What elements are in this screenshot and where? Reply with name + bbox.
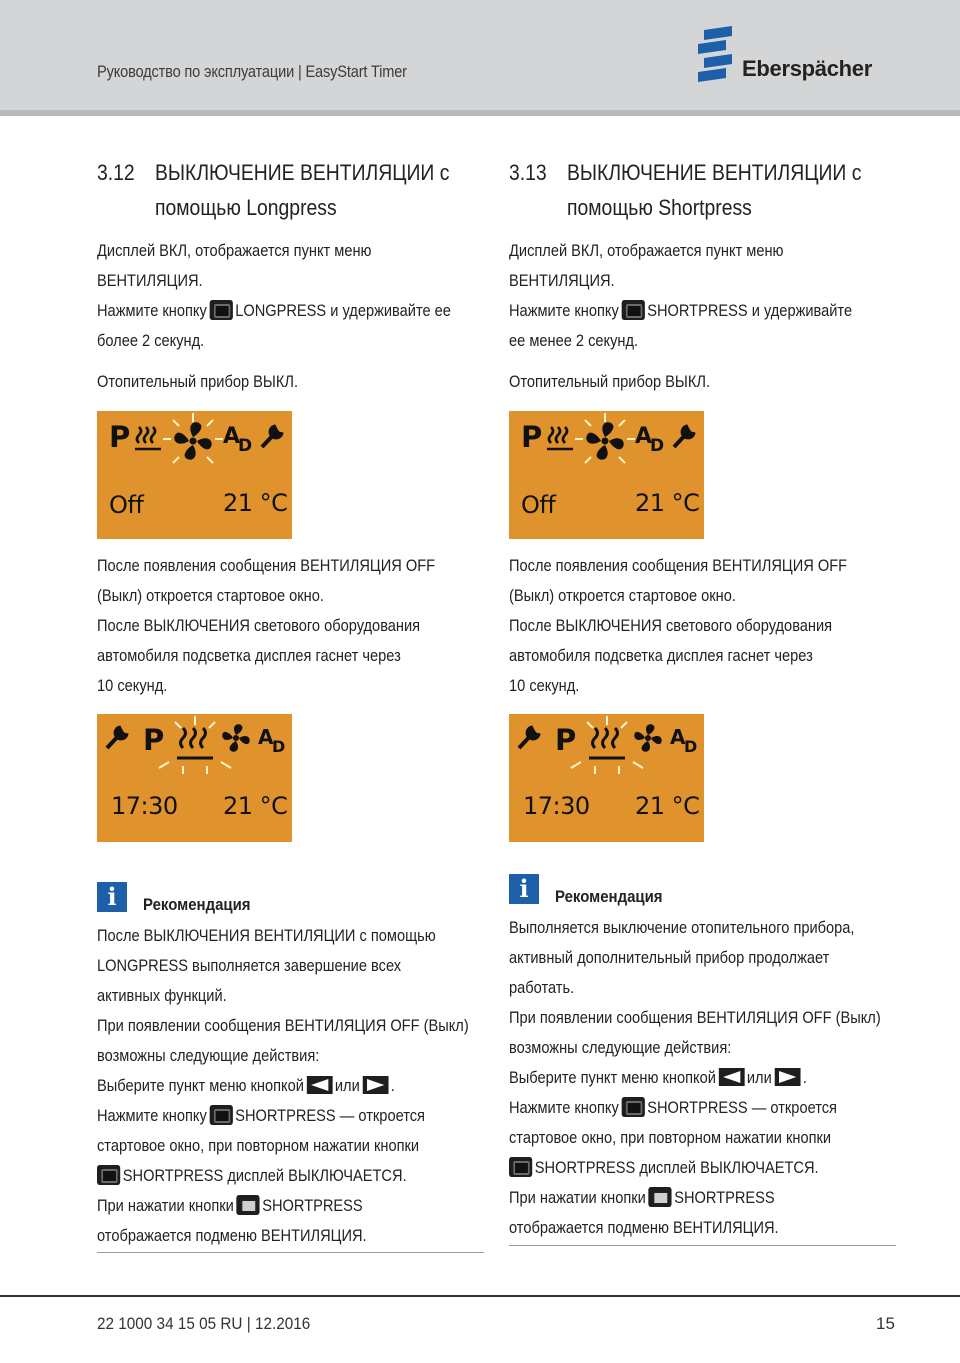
text-line: более 2 секунд. [97,331,205,350]
lcd-temperature: 21 °C [223,489,288,517]
ok-button-icon [509,1157,532,1177]
recommendation-paragraph: Выполняется выключение отопительного прибора, активный дополнительный прибор продолжает работать. При появлении сообщения ВЕНТИЛЯЦИЯ OFF (Выкл) возможны следующие действия: Выберите пункт меню кнопкой или . Нажмите кнопку SHORTPRESS — откроется стартовое окно, при повторном нажатии кнопки SHORTPRESS дисплей ВЫКЛЮЧАЕТСЯ. При нажатии кнопки SHORTPRESS отображается подменю ВЕНТИЛЯЦИЯ. [509,913,887,1243]
auto-icon: A [635,424,653,449]
heater-icon [589,728,625,758]
shortpress-instruction: Нажмите кнопку SHORTPRESS — откроется [509,1098,837,1117]
header-rule [0,110,960,116]
info-icon: i [97,882,127,912]
lcd-icon-row [509,714,704,842]
fan-icon [174,422,211,459]
parking-icon: P [555,723,577,757]
heater-off-text: Отопительный прибор ВЫКЛ. [509,372,711,391]
auto-sub-icon: D [238,436,253,456]
submenu-instruction: При нажатии кнопки SHORTPRESS [97,1196,363,1215]
heater-icon [135,427,161,449]
section-end-rule [97,1252,484,1253]
section-title: ВЫКЛЮЧЕНИЕ ВЕНТИЛЯЦИИ с помощью Longpress [155,160,450,220]
logo-wordmark: Eberspächer [742,56,872,81]
heater-blink-rays-icon [571,716,643,774]
auto-sub-icon: D [272,737,286,756]
heater-icon [547,427,573,449]
auto-icon: A [258,725,274,749]
lcd-display-start [97,714,292,842]
wrench-icon [262,425,283,447]
lcd-temperature: 21 °C [635,792,700,820]
lcd-icon-row [509,411,704,539]
ok-button-icon [209,300,232,320]
ok-button-icon [209,1105,232,1125]
select-instruction: Выберите пункт меню кнопкой или . [509,1068,807,1087]
menu-button-icon [648,1187,671,1207]
document-title: Руководство по эксплуатации | EasyStart Timer [97,62,407,81]
intro-paragraph [97,236,475,356]
menu-button-icon [236,1195,259,1215]
info-icon: i [509,874,539,904]
press-instruction: Нажмите кнопку SHORTPRESS и удерживайте [509,301,853,320]
left-arrow-button-icon [718,1068,744,1086]
fan-icon [222,724,249,751]
auto-icon: A [223,424,241,449]
text-line: Дисплей ВКЛ, отображается пункт меню [97,241,372,260]
shortpress-off-line: SHORTPRESS дисплей ВЫКЛЮЧАЕТСЯ. [97,1161,475,1191]
heater-icon [177,728,213,758]
parking-icon: P [521,420,543,454]
auto-icon: A [670,725,686,749]
right-arrow-button-icon [774,1068,800,1086]
fan-icon [586,422,623,459]
left-arrow-button-icon [306,1076,332,1094]
lcd-display-off [509,411,704,539]
lcd-status-off: Off [521,491,556,519]
right-arrow-button-icon [362,1076,388,1094]
ok-button-icon [621,1097,644,1117]
lcd-temperature: 21 °C [223,792,288,820]
document-id: 22 1000 34 15 05 RU | 12.2016 [97,1314,311,1333]
eberspaecher-logo [696,26,906,88]
submenu-instruction: При нажатии кнопки SHORTPRESS [509,1188,775,1207]
text-line: ВЕНТИЛЯЦИЯ. [97,271,203,290]
lcd-display-start [509,714,704,842]
fan-icon [634,724,661,751]
logo-mark-icon [696,26,740,88]
section-number: 3.13 [509,160,547,185]
section-end-rule [509,1245,896,1246]
page-number: 15 [876,1314,895,1333]
heater-blink-rays-icon [159,716,231,774]
recommendation-paragraph: После ВЫКЛЮЧЕНИЯ ВЕНТИЛЯЦИИ с помощью LONGPRESS выполняется завершение всех активных функций. При появлении сообщения ВЕНТИЛЯЦИЯ OFF (Выкл) возможны следующие действия: Выберите пункт меню кнопкой или . Нажмите кнопку SHORTPRESS — откроется стартовое окно, при повторном нажатии кнопки SHORTPRESS дисплей ВЫКЛЮЧАЕТСЯ. При нажатии кнопки SHORTPRESS отображается подменю ВЕНТИЛЯЦИЯ. [97,921,475,1251]
ok-button-icon [97,1165,120,1185]
lcd-time: 17:30 [111,792,178,820]
section-title: ВЫКЛЮЧЕНИЕ ВЕНТИЛЯЦИИ с помощью Shortpress [567,160,862,220]
lcd-temperature: 21 °C [635,489,700,517]
heater-off-text: Отопительный прибор ВЫКЛ. [97,372,299,391]
shortpress-off-line: SHORTPRESS дисплей ВЫКЛЮЧАЕТСЯ. [509,1153,887,1183]
section-number: 3.12 [97,160,135,185]
lcd-time: 17:30 [523,792,590,820]
press-instruction: Нажмите кнопку LONGPRESS и удерживайте ее [97,301,451,320]
auto-sub-icon: D [650,436,665,456]
shortpress-instruction: Нажмите кнопку SHORTPRESS — откроется [97,1106,425,1125]
lcd-status-off: Off [109,491,144,519]
lcd-display-off [97,411,292,539]
select-instruction: Выберите пункт меню кнопкой или . [97,1076,395,1095]
lcd-icon-row [97,714,292,842]
recommendation-heading: Рекомендация [143,895,251,914]
recommendation-heading: Рекомендация [555,887,663,906]
after-paragraph: После появления сообщения ВЕНТИЛЯЦИЯ OFF (Выкл) откроется стартовое окно. После ВЫКЛЮЧЕНИЯ светового оборудования автомобиля подсветка дисплея гаснет через 10 секунд. [509,556,848,695]
ok-button-icon [621,300,644,320]
after-paragraph: После появления сообщения ВЕНТИЛЯЦИЯ OFF (Выкл) откроется стартовое окно. После ВЫКЛЮЧЕНИЯ светового оборудования автомобиля подсветка дисплея гаснет через 10 секунд. [97,556,436,695]
auto-sub-icon: D [684,737,698,756]
parking-icon: P [109,420,131,454]
intro-paragraph: Дисплей ВКЛ, отображается пункт меню ВЕНТИЛЯЦИЯ. Нажмите кнопку SHORTPRESS и удерживайте ее менее 2 секунд. [509,236,887,356]
footer-rule [0,1295,960,1297]
parking-icon: P [143,723,165,757]
wrench-icon [519,726,540,748]
wrench-icon [107,726,128,748]
wrench-icon [674,425,695,447]
lcd-icon-row [97,411,292,539]
